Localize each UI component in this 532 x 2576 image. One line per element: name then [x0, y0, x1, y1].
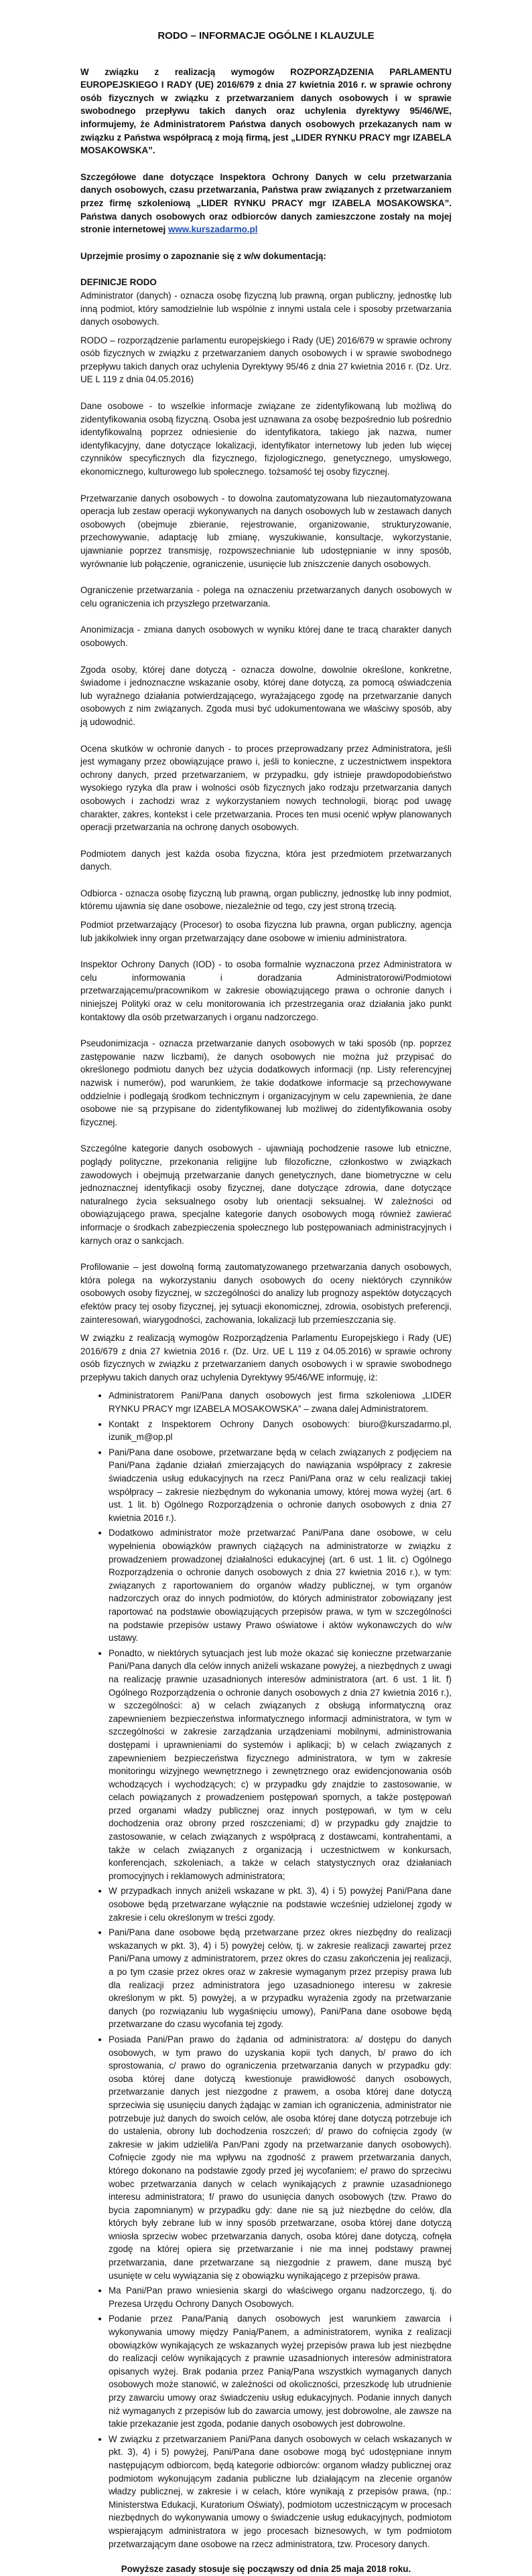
- definition-odbiorca: Odbiorca - oznacza osobę fizyczną lub prawną, organ publiczny, jednostkę lub inny podmiot, któremu ujawnia się dane osobowe, niezależnie od tego, czy jest stroną trzecią.: [80, 888, 452, 912]
- definition-zgoda: Zgoda osoby, której dane dotyczą - oznacza dowolne, dowolnie określone, konkretne, świadome i jednoznaczne wskazanie osoby, której dane dotyczą, za pomocą oświadczenia lub wyraźnego działania potwierdzającego, wyrażającego zgodę na przetwarzanie danych osobowych z nim związanych. Zgoda musi być udokumentowana we właściwy sposób, aby ją udowodnić.: [80, 664, 452, 727]
- list-item: • Dodatkowo administrator może przetwarzać Pani/Pana dane osobowe, w celu wypełnienia obowiązków prawnych ciążących na administratorze w związku z prowadzeniem prowadzonej działalności edukacyjnej (art. 6 ust. 1 lit. c) Ogólnego Rozporządzenia o ochronie danych osobowych z dnia 27 kwietnia 2016 r.), w tym: związanych z raportowaniem do organów władzy publicznej, w tym organów nadzorczych oraz do innych podmiotów, do których administrator zobowiązany jest raportować na podstawie obowiązujących przepisów prawa, w tym w szczególności na podstawie przepisów ustawy Prawo oświatowe i aktów wykonawczych do w/w ustawy.: [109, 1526, 452, 1644]
- website-link[interactable]: www.kurszadarmo.pl: [168, 224, 258, 235]
- definition-ograniczenie: Ograniczenie przetwarzania - polega na oznaczeniu przetwarzanych danych osobowych w celu ograniczenia ich przyszłego przetwarzania.: [80, 585, 452, 609]
- definition-pseudonimizacja: Pseudonimizacja - oznacza przetwarzanie danych osobowych w taki sposób (np. poprzez zastępowanie nazw liczbami), że danych osobowych nie można już przypisać do określonego podmiotu danych bez użycia dodatkowych informacji (np. Listy referencyjnej nazwisk i numerów), pod warunkiem, że takie dodatkowe informacje są przechowywane oddzielnie i podlegają środkom technicznym i organizacyjnym w celu zapewnienia, że dane osobowe nie są przypisane do zidentyfikowanej lub możliwej do zidentyfikowania osoby fizycznej.: [80, 1038, 452, 1127]
- definition-administrator: Administrator (danych) - oznacza osobę fizyczną lub prawną, organ publiczny, jednostkę lub inną podmiot, który samodzielnie lub wspólnie z innymi ustala cele i sposoby przetwarzania danych osobowych.: [80, 290, 452, 327]
- effective-date-footer: Powyższe zasady stosuje się począwszy od dnia 25 maja 2018 roku.: [121, 2564, 411, 2575]
- clauses-list: [80, 1389, 452, 2551]
- definition-dane-osobowe: Dane osobowe - to wszelkie informacje związane ze zidentyfikowaną lub możliwą do zidentyfikowania osobą fizyczną. Osoba jest uznawana za osobę bezpośrednio lub pośrednio identyfikowalną poprzez odniesienie do identyfikatora, takiego jak nazwa, numer identyfikacyjny, dane dotyczące lokalizacji, identyfikator internetowy lub jeden lub więcej czynników specyficznych dla fizycznego, fizjologicznego, genetycznego, umysłowego, ekonomicznego, kulturowego lub społecznego. tożsamość tej osoby fizycznej.: [80, 401, 452, 477]
- definition-ocena-skutkow: Ocena skutków w ochronie danych - to proces przeprowadzany przez Administratora, jeśli jest wymagany przez obowiązujące prawo i, jeśli to konieczne, z uczestnictwem inspektora ochrony danych, przed przetwarzaniem, w przypadku, gdy istnieje prawdopodobieństwo wysokiego ryzyka dla praw i wolności osób fizycznych jako rodzaju przetwarzania danych osobowych i zachodzi wraz z wykorzystaniem nowych technologii, biorąc pod uwagę charakter, zakres, kontekst i cele przetwarzania. Proces ten musi ocenić wpływ planowanych operacji przetwarzania na ochronę danych osobowych.: [80, 743, 452, 833]
- definition-podmiot-przetwarzajacy: Podmiot przetwarzający (Procesor) to osoba fizyczna lub prawna, organ publiczny, agencja lub jakikolwiek inny organ przetwarzający dane osobowe w imieniu administratora.: [80, 920, 452, 943]
- definition-podmiot: Podmiotem danych jest każda osoba fizyczna, która jest przedmiotem przetwarzanych danych.: [80, 848, 452, 872]
- list-item: • Pani/Pana dane osobowe będą przetwarzane przez okres niezbędny do realizacji wskazanych w pkt. 3), 4) i 5) powyżej celów, tj. w zakresie realizacji zawartej przez Pani/Pana umowy z administratorem, przez okres do czasu zakończenia jej realizacji, a po tym czasie przez okres oraz w zakresie wymaganym przez przepisy prawa lub dla realizacji przez administratora jego uzasadnionego interesu w zakresie określonym w pkt. 5) powyżej, a w przypadku wyrażenia zgody na przetwarzanie danych (po rozwiązaniu lub wygaśnięciu umowy), Pani/Pana dane osobowe będą przetwarzane do czasu wycofania tej zgody.: [109, 1926, 452, 2031]
- definition-iod: Inspektor Ochrony Danych (IOD) - to osoba formalnie wyznaczona przez Administratora w celu informowania i doradzania Administratorowi/Podmiotowi przetwarzającemu/pracownikom w zakresie obowiązującego prawa o ochronie danych i niniejszej Polityki oraz w celu monitorowania ich przestrzegania oraz działania jako punkt kontaktowy dla osób przetwarzanych i organu nadzorczego.: [80, 959, 452, 1022]
- intro-paragraph-2: [80, 171, 452, 236]
- intro-paragraph-2-text: Szczegółowe dane dotyczące Inspektora Ochrony Danych w celu przetwarzania danych osobowych, czasu przetwarzania, Państwa praw związanych z przetwarzaniem przez firmę szkoleniową „LIDER RYNKU PRACY mgr IZABELA MOSAKOWSKA”. Państwa danych osobowych oraz odbiorców danych zamieszczone zostały na mojej stronie internetowej: [80, 171, 452, 235]
- list-item: • Pani/Pana dane osobowe, przetwarzane będą w celach związanych z podjęciem na Pani/Pana żądanie działań zmierzających do nawiązania współpracy z zakresie świadczenia usług edukacyjnych na rzecz Pani/Pana oraz w celu realizacji takiej współpracy – zakresie niezbędnym do wykonania umowy, której mowa wyżej (art. 6 ust. 1 lit. b) Ogólnego Rozporządzenia o ochronie danych osobowych z dnia 27 kwietnia 2016 r.).: [109, 1446, 452, 1525]
- list-item: • Podanie przez Pana/Panią danych osobowych jest warunkiem zawarcia i wykonywania umowy między Panią/Panem, a administratorem, wynika z realizacji obowiązków wynikających ze wskazanych wyżej przepisów prawa lub jest niezbędne do realizacji celów wynikających z prawnie uzasadnionych interesów administratora opisanych wyżej. Brak podania przez Panią/Pana wszystkich wymaganych danych osobowych może stanowić, w zależności od okoliczności, przeszkodę lub utrudnienie przy zawarciu umowy oraz świadczeniu usług edukacyjnych. Podanie innych danych niż wymaganych z przepisów lub do zawarcia umowy, jest dobrowolne, ale zawsze na takie przekazanie jest zgoda, podanie danych osobowych jest dobrowolne.: [109, 2312, 452, 2430]
- definition-anonimizacja: Anonimizacja - zmiana danych osobowych w wyniku której dane te tracą charakter danych osobowych.: [80, 625, 452, 648]
- definition-przetwarzanie: Przetwarzanie danych osobowych - to dowolna zautomatyzowana lub niezautomatyzowana operacja lub zestaw operacji wykonywanych na danych osobowych lub w zestawach danych osobowych (obejmuje zbieranie, rejestrowanie, organizowanie, strukturyzowanie, przechowywanie, adaptację lub zmianę, wyszukiwanie, konsultacje, wykorzystanie, ujawnianie poprzez transmisję, rozpowszechnianie lub udostępnianie w inny sposób, wyrównanie lub połączenie, ograniczenie, usunięcie lub zniszczenie danych osobowych.: [80, 493, 452, 569]
- definition-rodo: RODO – rozporządzenie parlamentu europejskiego i Rady (UE) 2016/679 w sprawie ochrony osób fizycznych w związku z przetwarzaniem danych osobowych i w sprawie swobodnego przepływu takich danych oraz uchylenia Dyrektywy 95/46 z dnia 27 kwietnia 2016 r. (Dz. Urz. UE L 119 z dnia 04.05.2016): [80, 335, 452, 385]
- definitions-heading: DEFINICJE RODO: [80, 277, 157, 288]
- list-item: • Ma Pani/Pan prawo wniesienia skargi do właściwego organu nadzorczego, tj. do Prezesa Urzędu Ochrony Danych Osobowych.: [109, 2284, 452, 2310]
- list-item: • W związku z przetwarzaniem Pani/Pana danych osobowych w celach wskazanych w pkt. 3), 4) i 5) powyżej, Pani/Pana dane osobowe mogą być udostępniane innym następującym odbiorcom, będą kategorie odbiorców: organom władzy publicznej oraz podmiotom wykonującym zadania publiczne lub działającym na zlecenie organów władzy publicznej, w zakresie i w celach, które wynikają z przepisów prawa, (np.: Ministerstwa Edukacji, Kuratorium Oświaty), podmiotom uczestniczącym w procesach niezbędnych do wykonywania umowy o świadczenie usług edukacyjnych, podmiotom wspierającym administratora w jego procesach biznesowych, w tym podmiotom przetwarzającym dane osobowe na rzecz administratora, tzw. Procesory danych.: [109, 2433, 452, 2551]
- page-title: RODO – INFORMACJE OGÓLNE I KLAUZULE: [157, 30, 375, 42]
- list-item: • Administratorem Pani/Pana danych osobowych jest firma szkoleniowa „LIDER RYNKU PRACY mgr IZABELA MOSAKOWSKA” – zwana dalej Administratorem.: [109, 1389, 452, 1415]
- definition-szczegolne-kategorie: Szczególne kategorie danych osobowych - ujawniają pochodzenie rasowe lub etniczne, poglądy polityczne, przekonania religijne lub filozoficzne, członkostwo w związkach zawodowych i obejmują przetwarzanie danych genetycznych, dane biometryczne w celu jednoznacznej identyfikacji osoby fizycznej, dane dotyczące zdrowia, dane dotyczące naturalnego życia seksualnego osoby lub orientacji seksualnej. W zależności od obowiązującego prawa, specjalne kategorie danych osobowych mogą również zawierać informacje o środkach zabezpieczenia społecznego lub postępowaniach administracyjnych i karnych oraz o sankcjach.: [80, 1143, 452, 1246]
- list-item: • Kontakt z Inspektorem Ochrony Danych osobowych: biuro@kurszadarmo.pl, izunik_m@op.pl: [109, 1418, 452, 1444]
- clauses-lead-in: W związku z realizacją wymogów Rozporządzenia Parlamentu Europejskiego i Rady (UE) 2016/679 z dnia 27 kwietnia 2016 r. (Dz. Urz. UE L 119 z 04.05.2016) w sprawie ochrony osób fizycznych w związku z przetwarzaniem danych osobowych i w sprawie swobodnego przepływu takich danych oraz uchylenia Dyrektywy 95/46/WE informuję, iż:: [80, 1333, 452, 1382]
- definition-profilowanie: Profilowanie – jest dowolną formą zautomatyzowanego przetwarzania danych osobowych, która polega na wykorzystaniu danych osobowych do oceny niektórych czynników osobowych osoby fizycznej, w szczególności do analizy lub prognozy aspektów dotyczących efektów pracy tej osoby fizycznej, jej sytuacji ekonomicznej, zdrowia, osobistych preferencji, zainteresowań, wiarygodności, zachowania, lokalizacji lub przemieszczania się.: [80, 1262, 452, 1325]
- list-item: • Posiada Pani/Pan prawo do żądania od administratora: a/ dostępu do danych osobowych, w tym prawo do uzyskania kopii tych danych, b/ prawo do ich sprostowania, c/ prawo do ograniczenia przetwarzania danych w przypadku gdy: osoba której dane dotyczą kwestionuje prawidłowość danych osobowych, przetwarzanie danych jest niezgodne z prawem, a osoba której dane dotyczą sprzeciwia się usunięciu danych żądając w zamian ich ograniczenia, administrator nie potrzebuje już danych do swoich celów, ale osoba której dane dotyczą potrzebuje ich do ustalenia, obrony lub dochodzenia roszczeń; d/ prawo do cofnięcia zgody (w zakresie w jakim udzielił/a Pan/Pani zgody na przetwarzanie danych osobowych). Cofnięcie zgody nie ma wpływu na zgodność z prawem przetwarzania danych, którego dokonano na podstawie zgody przed jej wycofaniem; e/ prawo do sprzeciwu wobec przetwarzania danych w celach wynikających z prawnie uzasadnionego interesu administratora; f/ prawo do usunięcia danych osobowych (tzw. Prawo do bycia zapomnianym) w przypadku gdy: dane nie są już niezbędne do celów, dla których były zebrane lub w inny sposób przetwarzane, osoba której dane dotyczą wniosła sprzeciw wobec przetwarzania danych, osoba której dane dotyczą, cofnęła zgodę na której opiera się przetwarzanie i nie ma innej podstawy prawnej przetwarzania, dane przetwarzane są niezgodnie z prawem, dane muszą być usunięte w celu wywiązania się z obowiązku wynikającego z przepisów prawa.: [109, 2033, 452, 2282]
- intro-paragraph-1: W związku z realizacją wymogów ROZPORZĄDZENIA PARLAMENTU EUROPEJSKIEGO I RADY (UE) 2016/679 z dnia 27 kwietnia 2016 r. w sprawie ochrony osób fizycznych w związku z przetwarzaniem danych osobowych i w sprawie swobodnego przepływu takich danych oraz uchylenia dyrektywy 95/46/WE, informujemy, że Administratorem Państwa danych osobowych przekazanych nam w związku z Państwa współpracą z moją firmą, jest „LIDER RYNKU PRACY mgr IZABELA MOSAKOWSKA”.: [80, 66, 452, 156]
- list-item: • Ponadto, w niektórych sytuacjach jest lub może okazać się konieczne przetwarzanie Pani/Pana danych dla celów innych aniżeli wskazane powyżej, a niezbędnych z uwagi na realizację prawnie uzasadnionych interesów administratora (art. 6 ust. 1 lit. f) Ogólnego Rozporządzenia o ochronie danych osobowych z dnia 27 kwietnia 2016 r.), w szczególności: a) w celach związanych z obsługą informatyczną oraz zapewnieniem bezpieczeństwa informatycznego informacji administratora, w tym w szczególności w zakresie zarządzania urządzeniami mobilnymi, administrowania dostępami i uprawnieniami do systemów i aplikacji; b) w celach związanych z zapewnieniem bezpieczeństwa fizycznego administratora, w tym w zakresie monitoringu wizyjnego wewnętrznego i zewnętrznego oraz ewidencjonowania osób wchodzących i wychodzących; c) w przypadku gdy znajdzie to zastosowanie, w celach powiązanych z prowadzeniem postępowań spornych, a także postępowań przed organami władzy publicznej oraz innych postępowań, w tym w celu dochodzenia oraz obrony przed roszczeniami; d) w przypadku gdy znajdzie to zastosowanie, w celach związanych z współpracą z dostawcami, kontrahentami, a także w celach związanych z organizacją i uczestnictwem w konkursach, konferencjach, szkoleniach, a także w celach statystycznych oraz działaniach promocyjnych i reklamowych administratora;: [109, 1647, 452, 1883]
- list-item: • W przypadkach innych aniżeli wskazane w pkt. 3), 4) i 5) powyżej Pani/Pana dane osobowe będą przetwarzane wyłącznie na podstawie wcześniej udzielonej zgody w zakresie i celu określonym w treści zgody.: [109, 1884, 452, 1924]
- intro-paragraph-3: Uprzejmie prosimy o zapoznanie się z w/w dokumentacją:: [80, 250, 326, 261]
